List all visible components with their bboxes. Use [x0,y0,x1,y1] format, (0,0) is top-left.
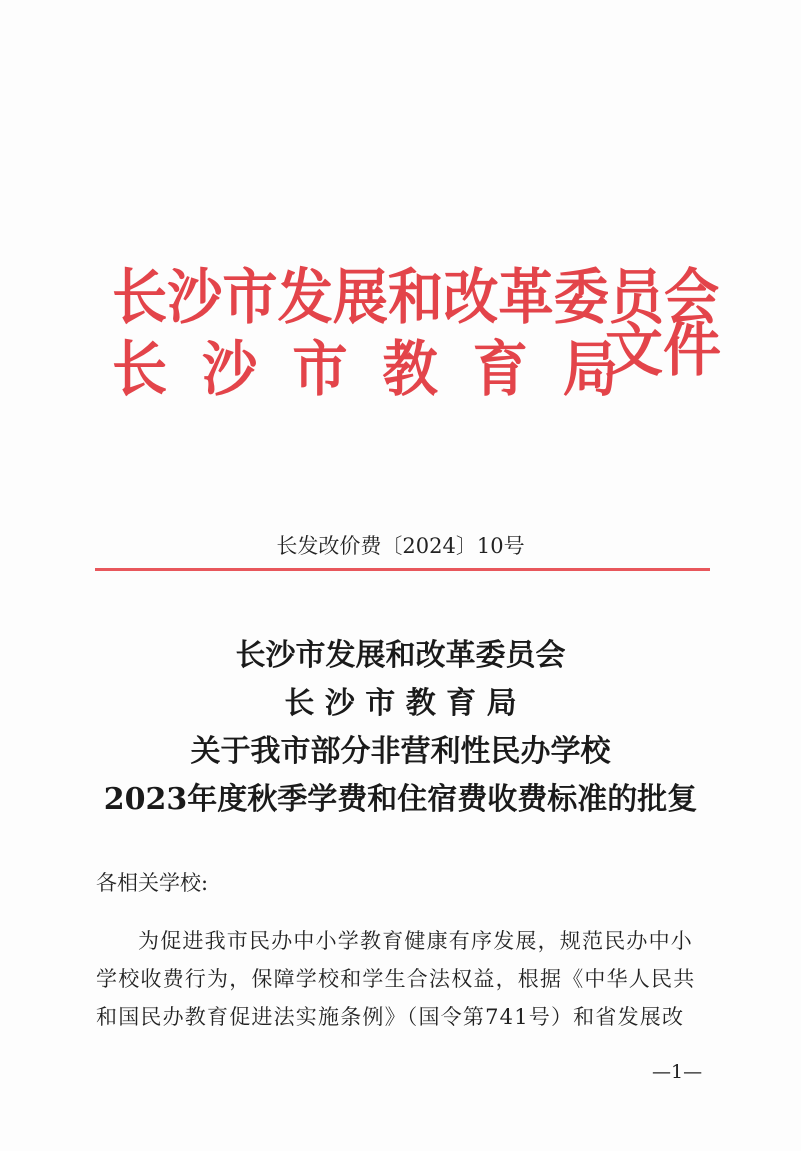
title-line-1: 长沙市发展和改革委员会 [235,638,566,673]
salutation: 各相关学校: [96,871,209,895]
body-line-1: 为促进我市民办中小学教育健康有序发展，规范民办中小 [138,929,693,953]
body-line-3: 和国民办教育促进法实施条例》（国令第741号）和省发展改 [96,1005,685,1029]
letterhead-doc-label: 文件 [605,316,722,384]
page-number: —1— [652,1061,703,1083]
title-line-2: 长 沙 市 教 育 局 [284,686,517,721]
body-text [96,922,711,1036]
title-line-3: 关于我市部分非营利性民办学校 [190,734,611,769]
issuer-line-development-commission: 长沙市发展和改革委员会 [112,263,720,333]
body-line-2: 学校收费行为，保障学校和学生合法权益，根据《中华人民共 [96,967,696,991]
title-line-4: 2023年度秋季学费和住宿费收费标准的批复 [103,782,698,817]
document-title [0,632,801,824]
red-separator-line [95,568,710,571]
document-number: 长发改价费〔2024〕10号 [276,534,525,558]
issuer-line-education-bureau: 长沙市教育局 [112,335,653,405]
